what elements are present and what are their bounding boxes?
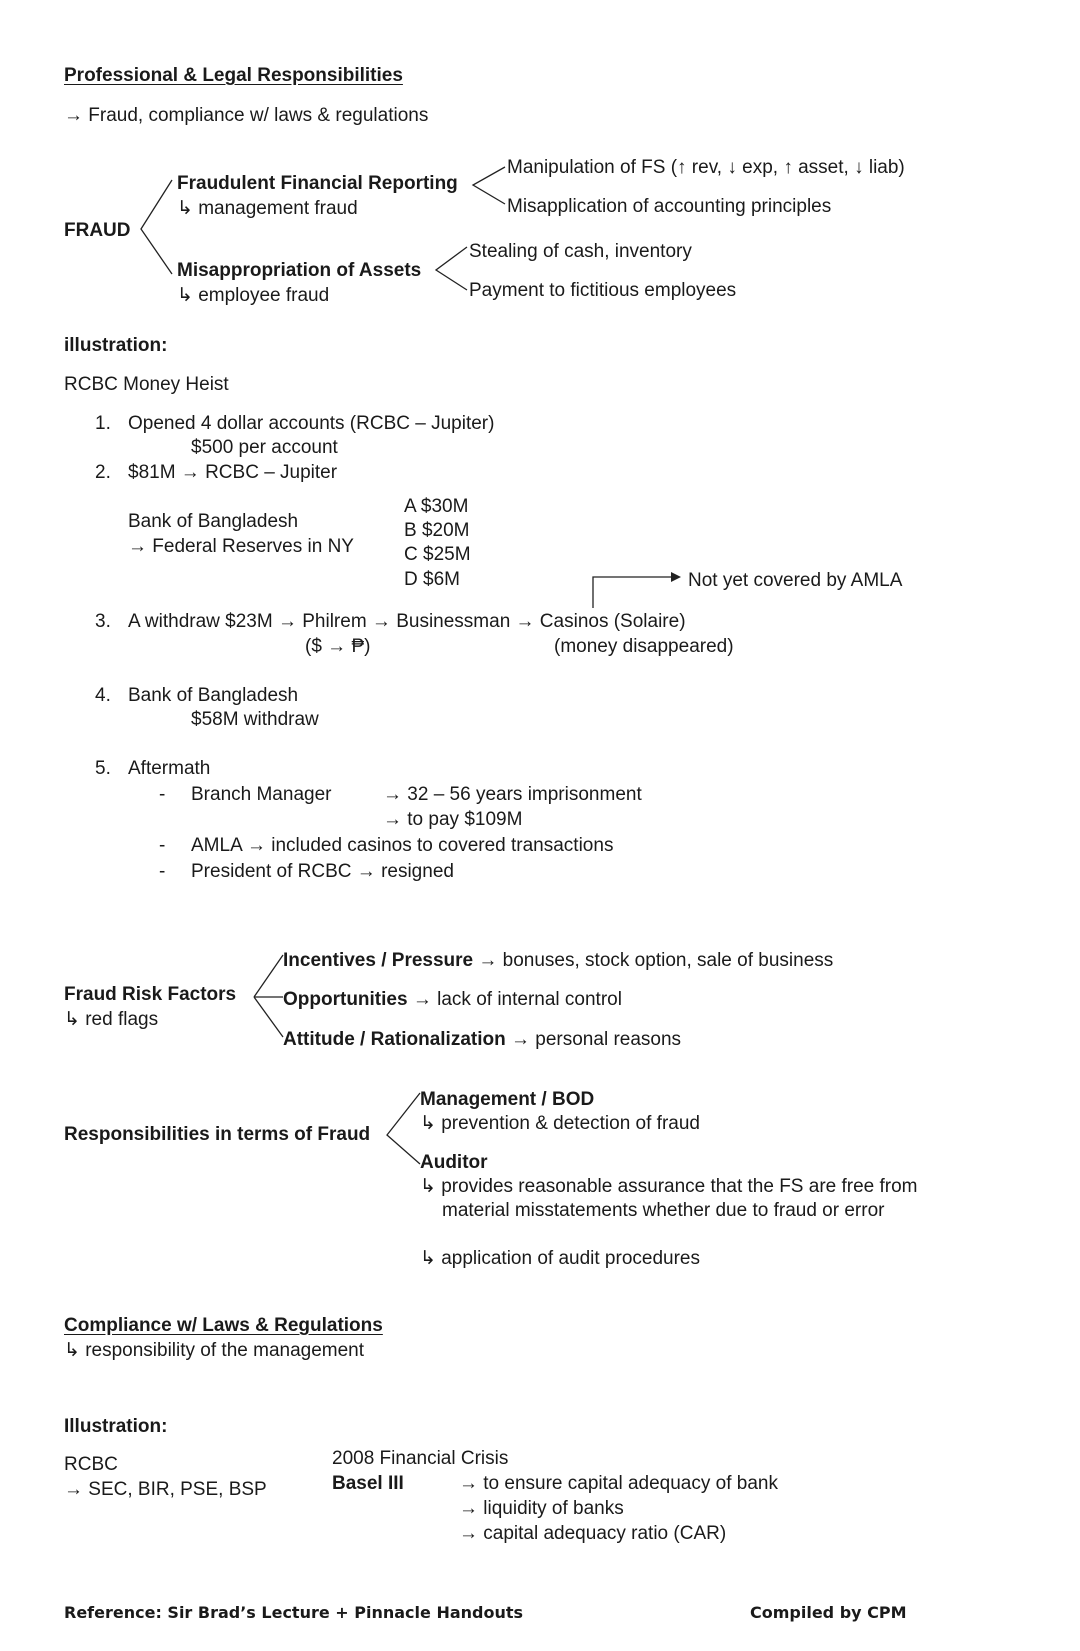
bullet-dash: - <box>159 861 166 882</box>
aftermath-3: President of RCBC → resigned <box>191 861 454 882</box>
resp-bracket <box>387 1093 420 1164</box>
risk-item-1-bold: Incentives / Pressure <box>283 950 474 971</box>
risk-title: Fraud Risk Factors <box>64 984 237 1005</box>
step-3-note: (money disappeared) <box>554 636 734 657</box>
ffr-bracket <box>473 167 505 204</box>
moa-sub: ↳ employee fraud <box>177 285 330 306</box>
ffr-item-1: Manipulation of FS (↑ rev, ↓ exp, ↑ asset, ↓ liab) <box>507 157 905 178</box>
aftermath-1-r1: → 32 – 56 years imprisonment <box>383 784 642 805</box>
account-b: B $20M <box>404 520 470 541</box>
footer-reference: Reference: Sir Brad’s Lecture + Pinnacle Handouts <box>64 1603 524 1622</box>
fraud-bracket <box>141 180 172 274</box>
basel-label: Basel III <box>332 1473 404 1494</box>
risk-item-3-bold: Attitude / Rationalization <box>283 1029 506 1050</box>
step-1: Opened 4 dollar accounts (RCBC – Jupiter) <box>128 413 495 434</box>
step-4: Bank of Bangladesh <box>128 685 299 706</box>
resp-mgmt: Management / BOD <box>420 1089 595 1110</box>
illustration-label: illustration: <box>64 335 168 356</box>
aftermath-2: AMLA → included casinos to covered transactions <box>191 835 614 856</box>
amla-note: Not yet covered by AMLA <box>688 570 903 591</box>
step-3: A withdraw $23M → Philrem → Businessman → Casinos (Solaire) <box>128 611 686 632</box>
bullet-dash: - <box>159 784 166 805</box>
page-subtitle: → Fraud, compliance w/ laws & regulations <box>64 105 429 126</box>
resp-mgmt-sub: ↳ prevention & detection of fraud <box>420 1113 700 1134</box>
compliance-sub: ↳ responsibility of the management <box>64 1340 365 1361</box>
step-2: $81M → RCBC – Jupiter <box>128 462 338 483</box>
ffr-item-2: Misapplication of accounting principles <box>507 196 832 217</box>
list-number: 5. <box>95 758 111 779</box>
moa-bracket <box>436 247 467 290</box>
step-5: Aftermath <box>128 758 211 779</box>
resp-auditor: Auditor <box>420 1152 488 1173</box>
risk-item-3-text: → personal reasons <box>511 1029 682 1050</box>
ffr-sub: ↳ management fraud <box>177 198 358 219</box>
illustration-title: RCBC Money Heist <box>64 374 229 395</box>
resp-auditor-1: ↳ provides reasonable assurance that the FS are free from <box>420 1176 918 1197</box>
risk-item-3 <box>283 1030 681 1049</box>
crisis-label: 2008 Financial Crisis <box>332 1448 509 1469</box>
risk-bracket-top <box>254 955 283 997</box>
risk-sub: ↳ red flags <box>64 1009 159 1030</box>
compliance-title: Compliance w/ Laws & Regulations <box>64 1315 383 1336</box>
list-number: 4. <box>95 685 111 706</box>
resp-auditor-2: ↳ application of audit procedures <box>420 1248 700 1269</box>
risk-item-2-text: → lack of internal control <box>412 989 622 1010</box>
risk-item-1-text: → bonuses, stock option, sale of business <box>478 950 834 971</box>
footer-compiled: Compiled by CPM <box>750 1603 907 1622</box>
account-c: C $25M <box>404 544 471 565</box>
aftermath-1: Branch Manager <box>191 784 332 805</box>
moa-title: Misappropriation of Assets <box>177 260 422 281</box>
basel-item-1: → to ensure capital adequacy of bank <box>459 1473 778 1494</box>
risk-item-2-bold: Opportunities <box>283 989 408 1010</box>
resp-title: Responsibilities in terms of Fraud <box>64 1124 371 1145</box>
step-3-currency: ($ → ₱) <box>305 636 371 657</box>
account-a: A $30M <box>404 496 469 517</box>
step-1-detail: $500 per account <box>191 437 338 458</box>
ffr-title: Fraudulent Financial Reporting <box>177 173 458 194</box>
list-number: 1. <box>95 413 111 434</box>
account-d: D $6M <box>404 569 460 590</box>
list-number: 2. <box>95 462 111 483</box>
page-title: Professional & Legal Responsibilities <box>64 65 403 86</box>
moa-item-2: Payment to fictitious employees <box>469 280 737 301</box>
agencies-label: → SEC, BIR, PSE, BSP <box>64 1479 267 1500</box>
list-number: 3. <box>95 611 111 632</box>
fraud-label: FRAUD <box>64 220 131 241</box>
amla-arrow-line <box>593 577 671 608</box>
bullet-dash: - <box>159 835 166 856</box>
basel-item-2: → liquidity of banks <box>459 1498 624 1519</box>
step-4-detail: $58M withdraw <box>191 709 319 730</box>
risk-bracket-bot <box>254 997 283 1037</box>
risk-item-2 <box>283 990 622 1009</box>
rcbc-label: RCBC <box>64 1454 118 1475</box>
fed-label: → Federal Reserves in NY <box>128 536 354 557</box>
bank-label: Bank of Bangladesh <box>128 511 299 532</box>
moa-item-1: Stealing of cash, inventory <box>469 241 692 262</box>
basel-item-3: → capital adequacy ratio (CAR) <box>459 1523 727 1544</box>
risk-item-1 <box>283 951 833 970</box>
illustration2-label: Illustration: <box>64 1416 168 1437</box>
resp-auditor-1b: material misstatements whether due to fraud or error <box>442 1200 885 1221</box>
amla-arrow-head <box>671 572 681 582</box>
aftermath-1-r2: → to pay $109M <box>383 809 523 830</box>
